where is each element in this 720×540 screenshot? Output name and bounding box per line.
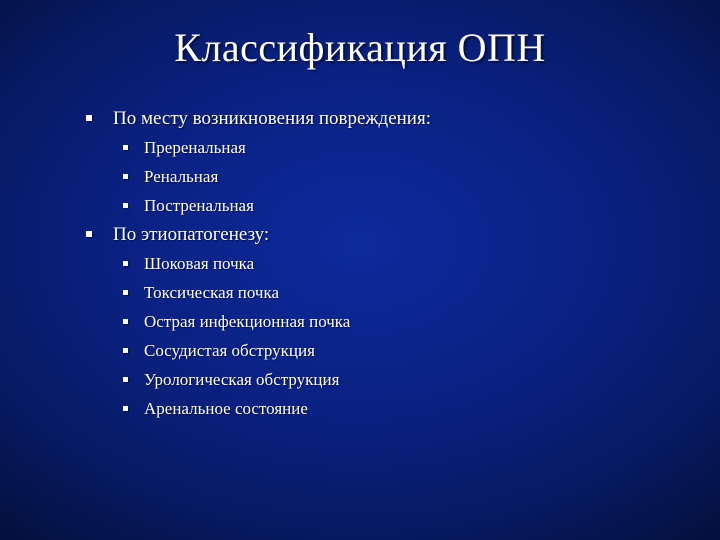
list-item-level2 [0, 307, 720, 336]
slide-title: Классификация ОПН [174, 25, 546, 70]
list-item-label: Токсическая почка [144, 283, 280, 302]
square-bullet-icon [123, 261, 128, 266]
list-item-label: Урологическая обструкция [144, 370, 340, 389]
list-item-label: По этиопатогенезу: [113, 224, 270, 245]
square-bullet-icon [123, 377, 128, 382]
list-item-level2 [0, 394, 720, 423]
square-bullet-icon [123, 348, 128, 353]
list-item-level2 [0, 162, 720, 191]
square-bullet-icon [123, 406, 128, 411]
list-item-level2 [0, 365, 720, 394]
list-item-label: Постренальная [144, 196, 254, 215]
bullet-list [0, 104, 720, 423]
list-item-label: Преренальная [144, 138, 246, 157]
list-item-label: Ренальная [144, 167, 219, 186]
square-bullet-icon [123, 290, 128, 295]
list-item-level1 [0, 104, 720, 133]
list-item-label: Острая инфекционная почка [144, 312, 351, 331]
list-item-label: Шоковая почка [144, 254, 255, 273]
list-item-level2 [0, 336, 720, 365]
square-bullet-icon [123, 174, 128, 179]
square-bullet-icon [123, 319, 128, 324]
list-item-level2 [0, 133, 720, 162]
list-item-label: Аренальное состояние [144, 399, 308, 418]
square-bullet-icon [86, 231, 92, 237]
list-item-level2 [0, 249, 720, 278]
list-item-level2 [0, 278, 720, 307]
list-item-label: Сосудистая обструкция [144, 341, 315, 360]
square-bullet-icon [123, 203, 128, 208]
square-bullet-icon [123, 145, 128, 150]
list-item-level2 [0, 191, 720, 220]
square-bullet-icon [86, 115, 92, 121]
list-item-label: По месту возникновения повреждения: [113, 108, 431, 129]
list-item-level1 [0, 220, 720, 249]
